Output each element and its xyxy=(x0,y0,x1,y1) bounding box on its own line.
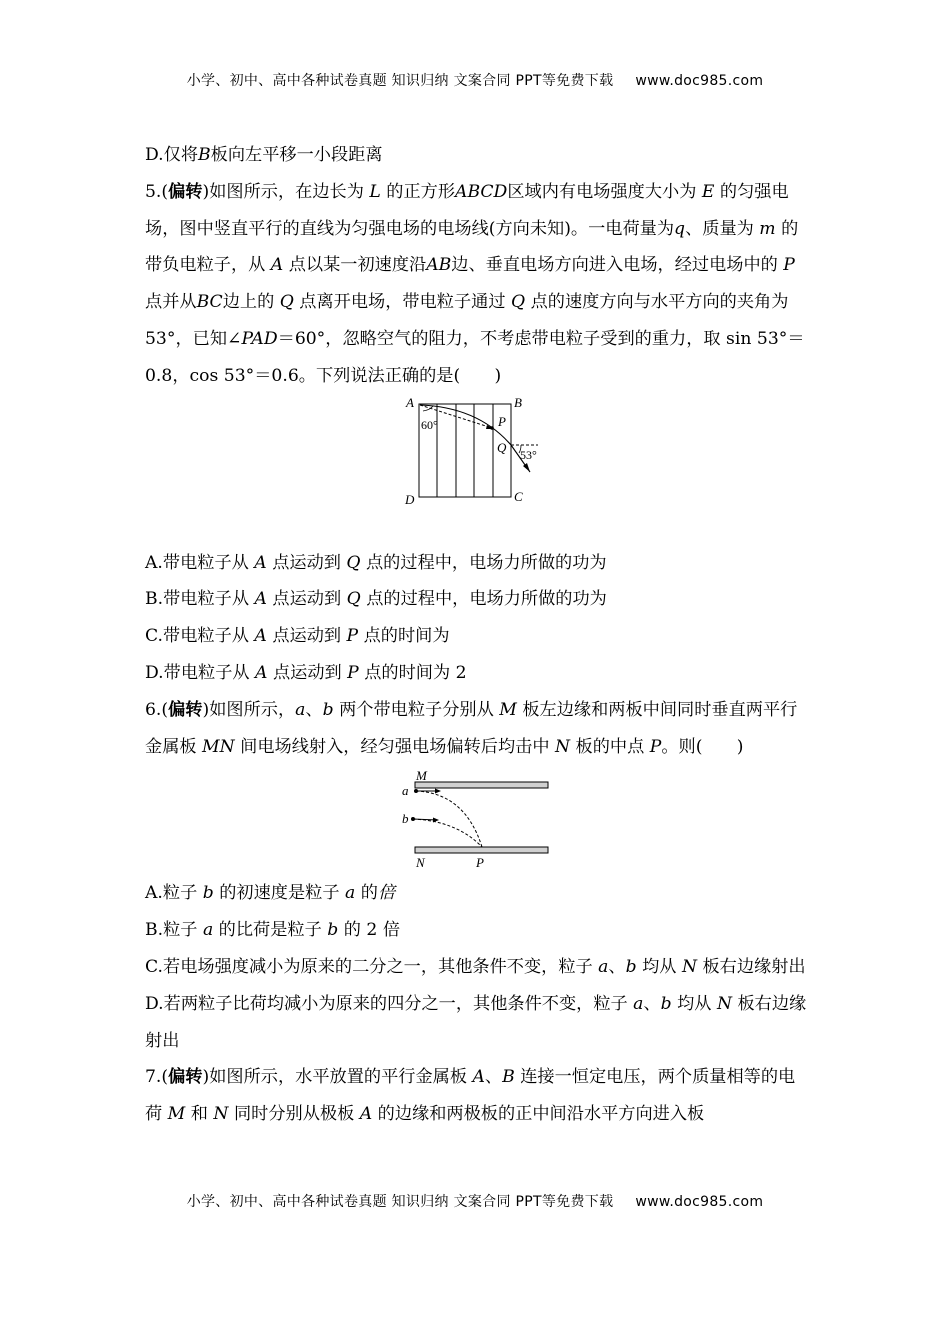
q5-figure xyxy=(145,395,810,545)
label-c: C xyxy=(514,488,523,504)
trajectory-a xyxy=(416,791,482,847)
q5-option-b: B.带电粒子从 A 点运动到 Q 点的过程中，电场力所做的功为 xyxy=(145,589,607,610)
label-q: Q xyxy=(497,439,507,455)
label-b: b xyxy=(402,811,409,827)
point-p xyxy=(490,426,494,430)
q6-option-c: C.若电场强度减小为原来的二分之一，其他条件不变，粒子 a、b 均从 N 板右边缘射出 xyxy=(145,956,806,977)
q6-option-a: A.粒子 b 的初速度是粒子 a 的倍 xyxy=(145,883,396,904)
q5-stem: 5.(偏转)如图所示，在边长为 L 的正方形ABCD区域内有电场强度大小为 E 的匀强电场，图中竖直平行的直线为匀强电场的电场线(方向未知)。一电荷量为q、质量为 m 的带负电粒子，从 A 点以某一初速度沿AB边、垂直电场方向进入电场，经过电场中的 P 点并从BC边上的 Q 点离开电场，带电粒子通过 Q 点的速度方向与水平方向的夹角为 53°，已知∠PAD＝60°，忽略空气的阻力，不考虑带电粒子受到的重力，取 sin 53°＝0.8，cos 53°＝0.6。下列说法正确的是( ) xyxy=(145,181,805,386)
velocity-a-arrowhead xyxy=(435,789,441,794)
label-53deg: 53° xyxy=(520,447,537,462)
q5-option-d: D.带电粒子从 A 点运动到 P 点的时间为 2 xyxy=(145,662,467,683)
parallel-plates-diagram xyxy=(385,769,565,879)
q6-option-d: D.若两粒子比荷均减小为原来的四分之一，其他条件不变，粒子 a、b 均从 N 板右边缘射出 xyxy=(145,993,807,1051)
page-header xyxy=(0,70,950,90)
label-n: N xyxy=(416,855,425,871)
label-a: A xyxy=(406,394,414,410)
label-b: B xyxy=(514,394,522,410)
page-footer xyxy=(0,1191,950,1211)
q5-option-c: C.带电粒子从 A 点运动到 P 点的时间为 xyxy=(145,626,450,647)
label-p: P xyxy=(498,413,506,429)
label-m: M xyxy=(416,769,427,784)
footer-site: www.doc985.com xyxy=(635,1194,764,1210)
document-content xyxy=(145,137,810,1133)
plate-n xyxy=(415,847,548,853)
footer-text: 小学、初中、高中各种试卷真题 知识归纳 文案合同 PPT等免费下载 xyxy=(186,1194,614,1210)
velocity-b-arrowhead xyxy=(433,818,439,823)
header-site: www.doc985.com xyxy=(635,73,764,89)
q4-option-d: D.仅将B板向左平移一小段距离 xyxy=(145,145,383,165)
q6-option-b: B.粒子 a 的比荷是粒子 b 的 2 倍 xyxy=(145,920,401,941)
label-60deg: 60° xyxy=(421,417,438,432)
q7-stem: 7.(偏转)如图所示，水平放置的平行金属板 A、B 连接一恒定电压，两个质量相等的电荷 M 和 N 同时分别从极板 A 的边缘和两极板的正中间沿水平方向进入板 xyxy=(145,1067,796,1125)
label-a: a xyxy=(402,783,409,799)
q6-stem: 6.(偏转)如图所示，a、b 两个带电粒子分别从 M 板左边缘和两板中间同时垂直两平行金属板 MN 间电场线射入，经匀强电场偏转后均击中 N 板的中点 P。则( ) xyxy=(145,699,798,757)
q5-option-a: A.带电粒子从 A 点运动到 Q 点的过程中，电场力所做的功为 xyxy=(145,552,607,573)
q6-figure xyxy=(145,765,810,875)
square-field-diagram xyxy=(403,395,583,545)
header-text: 小学、初中、高中各种试卷真题 知识归纳 文案合同 PPT等免费下载 xyxy=(186,73,614,89)
label-d: D xyxy=(405,491,415,507)
label-p: P xyxy=(476,855,484,871)
plate-m xyxy=(415,782,548,788)
